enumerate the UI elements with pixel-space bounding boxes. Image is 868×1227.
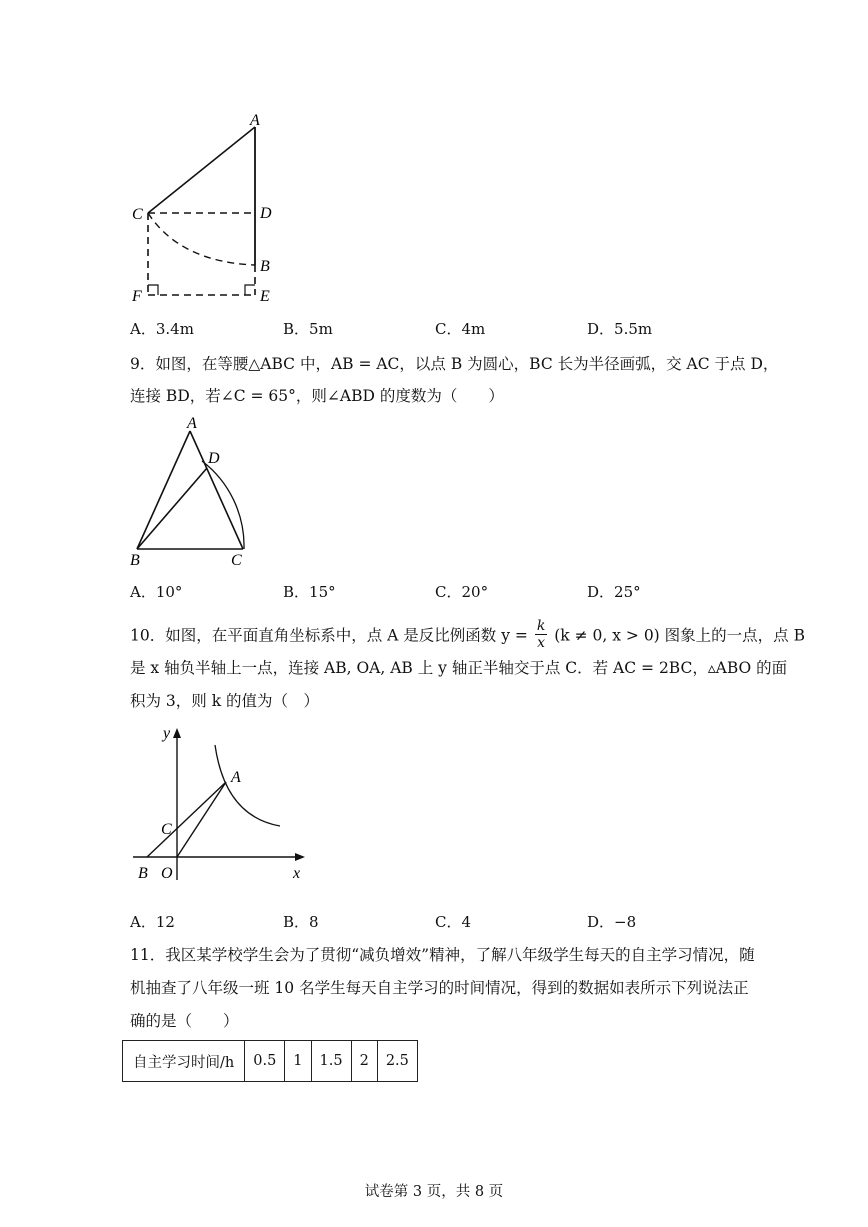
q9-option-c: C．20° bbox=[435, 583, 489, 601]
q10-option-c: C．4 bbox=[435, 913, 472, 931]
q11-stem-line1: 11．我区某学校学生会为了贯彻“减负增效”精神，了解八年级学生每天的自主学习情况，随 bbox=[130, 946, 755, 964]
q9-stem-line2: 连接 BD，若∠C = 65°，则∠ABD 的度数为（ ） bbox=[130, 387, 504, 405]
label-f: F bbox=[132, 288, 142, 305]
q10-option-d: D．−8 bbox=[587, 913, 637, 931]
q9-option-d: D．25° bbox=[587, 583, 641, 601]
q9-stem-line1: 9．如图，在等腰△ABC 中，AB = AC，以点 B 为圆心，BC 长为半径画弧，交 AC 于点 D， bbox=[130, 355, 779, 373]
q8-option-b: B．5m bbox=[283, 320, 333, 338]
arc-cb-dashed bbox=[148, 213, 255, 265]
figure-q8 bbox=[120, 105, 290, 310]
label-c: C bbox=[161, 821, 172, 838]
q11-stem-line2: 机抽查了八年级一班 10 名学生每天自主学习的时间情况，得到的数据如表所示下列说法正 bbox=[130, 979, 749, 997]
fraction-denominator: x bbox=[537, 635, 545, 651]
label-d: D bbox=[208, 450, 220, 467]
q10-line1-start: 10．如图，在平面直角坐标系中，点 A 是反比例函数 y = bbox=[130, 626, 528, 645]
right-angle-e bbox=[245, 285, 255, 295]
q9-option-b: B．15° bbox=[283, 583, 336, 601]
figure-q9 bbox=[125, 413, 260, 570]
segment-oa bbox=[177, 782, 226, 857]
q8-option-c: C．4m bbox=[435, 320, 486, 338]
hyperbola-curve bbox=[215, 745, 280, 826]
figure-q10 bbox=[125, 720, 315, 890]
table-cell: 2 bbox=[351, 1041, 377, 1082]
segment-ac bbox=[190, 431, 243, 549]
label-b: B bbox=[260, 258, 270, 275]
y-axis-arrow bbox=[173, 728, 181, 738]
table-cell: 0.5 bbox=[245, 1041, 285, 1082]
label-x: x bbox=[293, 865, 301, 882]
fraction-numerator: k bbox=[536, 618, 546, 634]
q11-stem-line3: 确的是（ ） bbox=[130, 1012, 239, 1030]
segment-ca bbox=[148, 127, 255, 213]
table-cell: 1 bbox=[285, 1041, 311, 1082]
table-row bbox=[123, 1041, 418, 1082]
table-header-cell: 自主学习时间/h bbox=[123, 1041, 245, 1082]
right-angle-f bbox=[148, 285, 158, 295]
label-a: A bbox=[250, 112, 260, 129]
q10-stem-line1 bbox=[130, 620, 805, 653]
label-a: A bbox=[231, 769, 241, 786]
label-d: D bbox=[260, 205, 272, 222]
q10-stem-line3: 积为 3，则 k 的值为（ ） bbox=[130, 692, 320, 710]
q8-option-a: A．3.4m bbox=[130, 320, 194, 338]
q10-option-a: A．12 bbox=[130, 913, 175, 931]
q10-stem-line2: 是 x 轴负半轴上一点，连接 AB, OA, AB 上 y 轴正半轴交于点 C．若 AC = 2BC，▵ABO 的面 bbox=[130, 659, 788, 677]
segment-bd bbox=[137, 468, 207, 549]
table-cell: 1.5 bbox=[311, 1041, 351, 1082]
x-axis-arrow bbox=[295, 853, 305, 861]
label-c: C bbox=[132, 206, 143, 223]
q10-line1-end: (k ≠ 0, x > 0) 图象上的一点，点 B bbox=[554, 626, 805, 645]
page-footer: 试卷第 3 页，共 8 页 bbox=[364, 1184, 504, 1200]
segment-ba bbox=[147, 782, 226, 857]
label-b: B bbox=[130, 552, 140, 569]
fraction-k-over-x bbox=[535, 618, 547, 651]
label-b: B bbox=[138, 865, 148, 882]
q8-option-d: D．5.5m bbox=[587, 320, 653, 338]
q9-option-a: A．10° bbox=[130, 583, 183, 601]
segment-ab bbox=[137, 431, 190, 549]
label-c: C bbox=[231, 552, 242, 569]
label-a: A bbox=[187, 415, 197, 432]
label-y: y bbox=[163, 725, 171, 742]
label-o: O bbox=[161, 865, 173, 882]
study-time-table bbox=[122, 1040, 418, 1082]
q10-option-b: B．8 bbox=[283, 913, 319, 931]
label-e: E bbox=[260, 288, 270, 305]
table-cell: 2.5 bbox=[377, 1041, 417, 1082]
